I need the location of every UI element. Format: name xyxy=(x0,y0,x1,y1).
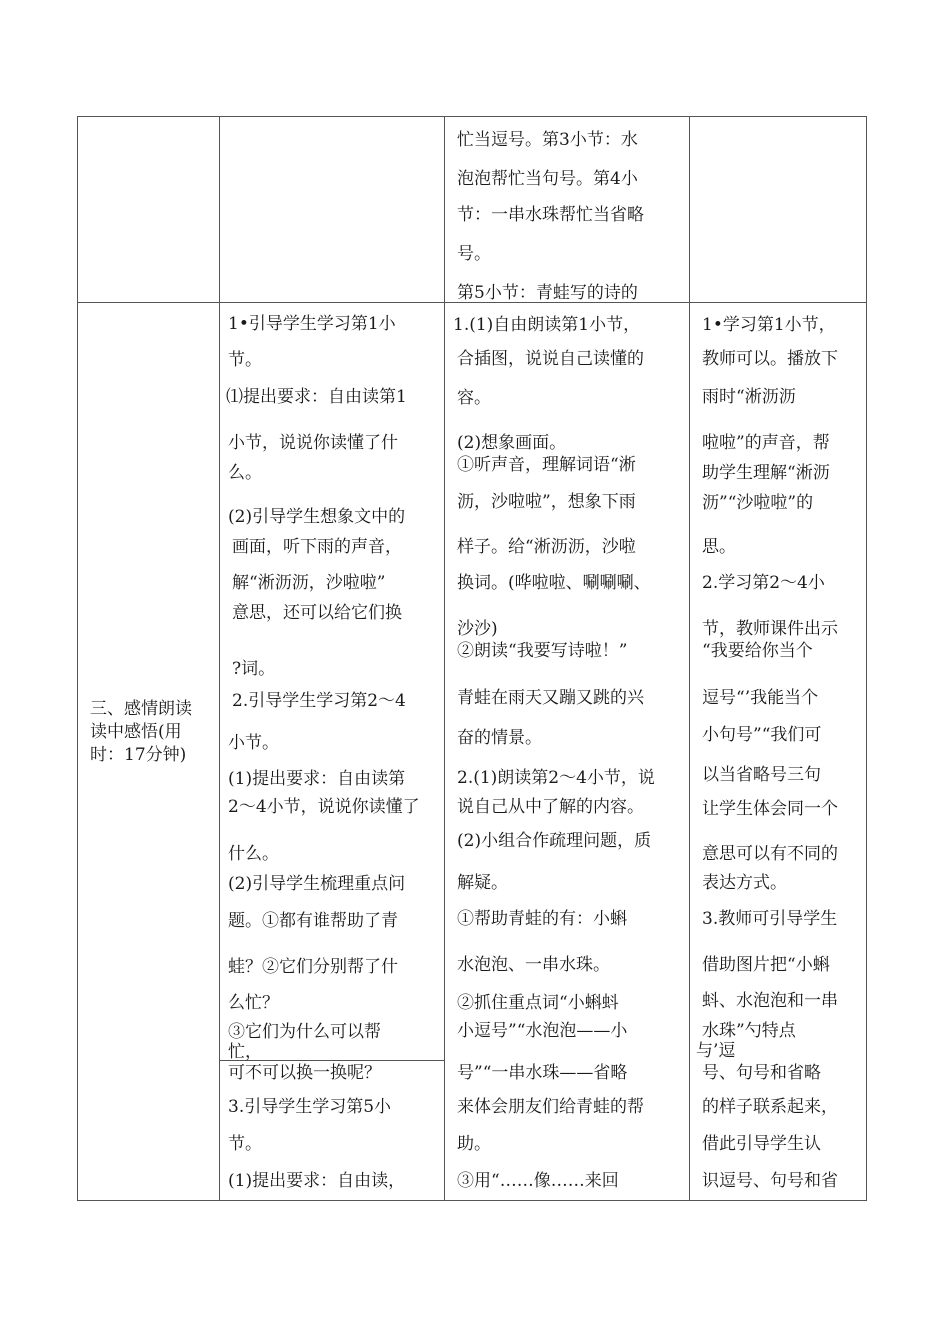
text-line: ③用“……像……来回 xyxy=(457,1171,619,1191)
text-line: (1)提出要求：自由读第 xyxy=(228,769,406,789)
text-line: 识逗号、句号和省 xyxy=(702,1171,838,1191)
text-line: 沥，沙啦啦”，想象下雨 xyxy=(457,492,636,512)
teacher-activity-cell xyxy=(220,303,444,1200)
stage-label-line: 三、感情朗读 xyxy=(90,699,192,719)
text-line: 解“淅沥沥，沙啦啦” xyxy=(232,573,386,593)
design-intent-cell xyxy=(690,303,866,1200)
text-line: 2.(1)朗读第2〜4小节，说 xyxy=(457,768,655,788)
text-line: 蚪、水泡泡和一串 xyxy=(702,991,838,1011)
text-line: 号”“一串水珠——省略 xyxy=(457,1063,628,1083)
text-line: 2.学习第2〜4小 xyxy=(702,573,825,593)
text-line: 小句号”“我们可 xyxy=(702,725,822,745)
text-line: 助学生理解“淅沥 xyxy=(702,463,830,483)
text-line: 画面，听下雨的声音， xyxy=(232,537,402,557)
text-line: 节：一串水珠帮忙当省略 xyxy=(457,205,644,225)
text-line: 啦啦”的声音，帮 xyxy=(702,433,830,453)
text-line: 小节，说说你读懂了什 xyxy=(228,433,398,453)
text-line: 借此引导学生认 xyxy=(702,1134,821,1154)
text-line: 思。 xyxy=(702,537,736,557)
text-line: 合插图，说说自己读懂的 xyxy=(457,349,644,369)
text-line: 意思，还可以给它们换 xyxy=(232,603,402,623)
text-line: 号。 xyxy=(457,244,491,264)
text-line: (2)想象画面。 xyxy=(457,433,567,453)
text-line: 教师可以。播放下 xyxy=(702,349,838,369)
text-line: 忙当逗号。第3小节：水 xyxy=(457,130,638,150)
text-line: 么。 xyxy=(228,463,262,483)
text-line: 节。 xyxy=(228,1134,262,1154)
text-line: 1•学习第1小节， xyxy=(702,315,836,335)
text-line: 水珠”勺特点 xyxy=(702,1021,796,1041)
row1-student-activity-cell xyxy=(445,117,689,302)
text-line: 小逗号”“水泡泡——小 xyxy=(457,1021,628,1041)
text-line: 沥”“沙啦啦”的 xyxy=(702,493,814,513)
text-line: 可不可以换一换呢？ xyxy=(228,1063,381,1083)
table-right-border xyxy=(866,116,867,1201)
text-line: 表达方式。 xyxy=(702,873,787,893)
text-line: 的样子联系起来， xyxy=(702,1097,838,1117)
text-line: 2〜4小节，说说你读懂了 xyxy=(228,797,420,817)
text-line: 以当省略号三句 xyxy=(702,765,821,785)
stage-label-line: 读中感悟(用 xyxy=(90,722,182,742)
text-line: 泡泡帮忙当句号。第4小 xyxy=(457,169,638,189)
text-line: 奋的情景。 xyxy=(457,728,542,748)
text-line: 助。 xyxy=(457,1134,491,1154)
text-line: 第5小节：青蛙写的诗的 xyxy=(457,283,638,302)
text-line: 来体会朋友们给青蛙的帮 xyxy=(457,1097,644,1117)
text-line: 水泡泡、一串水珠。 xyxy=(457,955,610,975)
text-line: 说自己从中了解的内容。 xyxy=(457,797,644,817)
text-line: 逗号“’我能当个 xyxy=(702,688,819,708)
text-line: ?词。 xyxy=(232,659,276,679)
text-line: ①帮助青蛙的有：小蝌 xyxy=(457,909,627,929)
stage-label-line: 时：17分钟) xyxy=(90,745,187,765)
text-line: 3.引导学生学习第5小 xyxy=(228,1097,392,1117)
table-bottom-border xyxy=(77,1200,867,1201)
text-line: 样子。给“淅沥沥，沙啦 xyxy=(457,537,636,557)
text-line: (2)小组合作疏理问题，质 xyxy=(457,831,652,851)
text-line: 换词。(哗啦啦、唰唰唰、 xyxy=(457,573,651,593)
text-line: 1.(1)自由朗读第1小节， xyxy=(453,315,641,335)
text-line: 3.教师可引导学生 xyxy=(702,909,838,929)
text-line: (2)引导学生想象文中的 xyxy=(228,507,406,527)
text-line: 沙沙) xyxy=(457,619,498,639)
student-activity-cell xyxy=(445,303,689,1200)
text-line: 让学生体会同一个 xyxy=(702,799,838,819)
text-line: 雨时“淅沥沥 xyxy=(702,387,796,407)
text-line: ①听声音，理解词语“淅 xyxy=(457,455,636,475)
text-line: ②抓住重点词“小蝌蚪 xyxy=(457,993,619,1013)
text-line: 2.引导学生学习第2〜4 xyxy=(232,691,406,711)
text-line: 解疑。 xyxy=(457,873,508,893)
text-line: 么忙？ xyxy=(228,993,279,1013)
text-line: ③它们为什么可以帮 xyxy=(228,1022,381,1042)
text-line: 忙， xyxy=(228,1042,262,1062)
text-line: 节，教师课件出示 xyxy=(702,619,838,639)
text-line: 节。 xyxy=(228,350,262,370)
text-line: 借助图片把“小蝌 xyxy=(702,955,830,975)
text-line: 小节。 xyxy=(228,733,279,753)
text-line: (2)引导学生梳理重点问 xyxy=(228,874,406,894)
text-line: 1•引导学生学习第1小 xyxy=(228,314,396,334)
text-line: 什么。 xyxy=(228,844,279,864)
stage-label-cell xyxy=(78,303,219,1200)
text-line: 蛙？②它们分别帮了什 xyxy=(228,957,398,977)
text-line: 意思可以有不同的 xyxy=(702,844,838,864)
text-line: 与’逗 xyxy=(696,1041,736,1061)
text-line: 容。 xyxy=(457,388,491,408)
text-line: 号、句号和省略 xyxy=(702,1063,821,1083)
text-line: ⑴提出要求：自由读第1 xyxy=(226,387,407,407)
text-line: 题。①都有谁帮助了青 xyxy=(228,911,398,931)
text-line: (1)提出要求：自由读， xyxy=(228,1171,406,1191)
text-line: “我要给你当个 xyxy=(702,641,813,661)
text-line: 青蛙在雨天又蹦又跳的兴 xyxy=(457,688,644,708)
text-line: ②朗读“我要写诗啦！” xyxy=(457,641,628,661)
